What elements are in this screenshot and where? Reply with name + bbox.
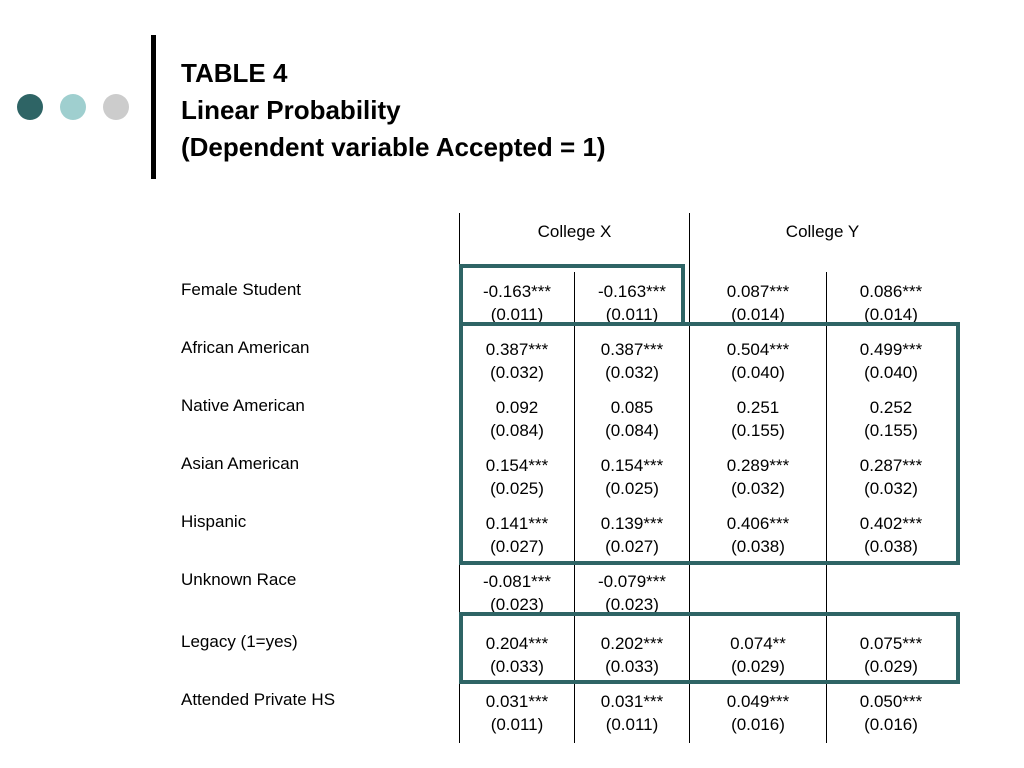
coefficient: -0.163*** [597, 282, 667, 301]
standard-error: (0.025) [490, 479, 544, 498]
row-label: Native American [181, 396, 305, 415]
col-group-college-x: College X [537, 222, 612, 241]
coefficient: -0.081*** [482, 572, 552, 591]
coefficient: 0.499*** [859, 340, 923, 359]
standard-error: (0.032) [864, 479, 918, 498]
highlight-box-race-rows [459, 322, 960, 565]
coefficient: 0.085 [610, 398, 654, 417]
decor-dot-3 [103, 94, 129, 120]
table-cell-college-x-model-2 [572, 690, 692, 736]
highlight-box-legacy-row [459, 612, 960, 684]
coefficient: 0.204*** [485, 634, 549, 653]
title-line-1: TABLE 4 [181, 58, 288, 88]
standard-error: (0.038) [864, 537, 918, 556]
standard-error: (0.040) [731, 363, 785, 382]
col-group-college-y: College Y [785, 222, 860, 241]
coefficient: 0.092 [495, 398, 539, 417]
coefficient: 0.086*** [859, 282, 923, 301]
standard-error: (0.011) [490, 305, 544, 324]
table-cell-college-y-model-1 [698, 280, 818, 326]
standard-error: (0.155) [864, 421, 918, 440]
table-cell-college-x-model-1 [457, 690, 577, 736]
standard-error: (0.032) [731, 479, 785, 498]
coefficient: 0.049*** [726, 692, 790, 711]
coefficient: 0.251 [736, 398, 780, 417]
standard-error: (0.011) [605, 305, 659, 324]
coefficient: 0.154*** [600, 456, 664, 475]
standard-error: (0.011) [605, 715, 659, 734]
standard-error: (0.023) [605, 595, 659, 614]
row-label: Female Student [181, 280, 302, 299]
table-cell-college-y-model-2 [831, 280, 951, 326]
coefficient: 0.074** [730, 634, 786, 653]
standard-error: (0.029) [731, 657, 785, 676]
standard-error: (0.033) [605, 657, 659, 676]
table-cell-college-x-model-1 [457, 570, 577, 616]
coefficient: -0.163*** [482, 282, 552, 301]
standard-error: (0.040) [864, 363, 918, 382]
standard-error: (0.016) [731, 715, 785, 734]
standard-error: (0.023) [490, 595, 544, 614]
coefficient: 0.154*** [485, 456, 549, 475]
standard-error: (0.016) [864, 715, 918, 734]
coefficient: 0.287*** [859, 456, 923, 475]
standard-error: (0.027) [605, 537, 659, 556]
slide-title [181, 55, 606, 166]
title-divider-bar [151, 35, 156, 179]
coefficient: 0.202*** [600, 634, 664, 653]
standard-error: (0.014) [864, 305, 918, 324]
row-label: African American [181, 338, 310, 357]
row-label: Asian American [181, 454, 300, 473]
standard-error: (0.084) [490, 421, 544, 440]
standard-error: (0.038) [731, 537, 785, 556]
coefficient: 0.087*** [726, 282, 790, 301]
row-label: Unknown Race [181, 570, 297, 589]
row-label: Hispanic [181, 512, 247, 531]
coefficient: 0.402*** [859, 514, 923, 533]
table-cell-college-x-model-2 [572, 570, 692, 616]
coefficient: 0.050*** [859, 692, 923, 711]
coefficient: 0.504*** [726, 340, 790, 359]
coefficient: 0.031*** [485, 692, 549, 711]
decor-dot-2 [60, 94, 86, 120]
coefficient: 0.141*** [485, 514, 549, 533]
standard-error: (0.084) [605, 421, 659, 440]
coefficient: 0.252 [869, 398, 913, 417]
standard-error: (0.011) [490, 715, 544, 734]
standard-error: (0.032) [605, 363, 659, 382]
coefficient: 0.406*** [726, 514, 790, 533]
standard-error: (0.029) [864, 657, 918, 676]
standard-error: (0.155) [731, 421, 785, 440]
standard-error: (0.014) [731, 305, 785, 324]
title-line-3: (Dependent variable Accepted = 1) [181, 132, 606, 162]
coefficient: 0.075*** [859, 634, 923, 653]
standard-error: (0.025) [605, 479, 659, 498]
coefficient: 0.031*** [600, 692, 664, 711]
table-cell-college-y-model-1 [698, 690, 818, 736]
title-line-2: Linear Probability [181, 95, 401, 125]
decor-dot-1 [17, 94, 43, 120]
coefficient: 0.387*** [485, 340, 549, 359]
highlight-box-female-college-x [459, 264, 685, 326]
coefficient: -0.079*** [597, 572, 667, 591]
coefficient: 0.289*** [726, 456, 790, 475]
row-label: Legacy (1=yes) [181, 632, 298, 651]
standard-error: (0.027) [490, 537, 544, 556]
standard-error: (0.033) [490, 657, 544, 676]
table-cell-college-y-model-2 [831, 690, 951, 736]
row-label: Attended Private HS [181, 690, 336, 709]
coefficient: 0.139*** [600, 514, 664, 533]
standard-error: (0.032) [490, 363, 544, 382]
coefficient: 0.387*** [600, 340, 664, 359]
